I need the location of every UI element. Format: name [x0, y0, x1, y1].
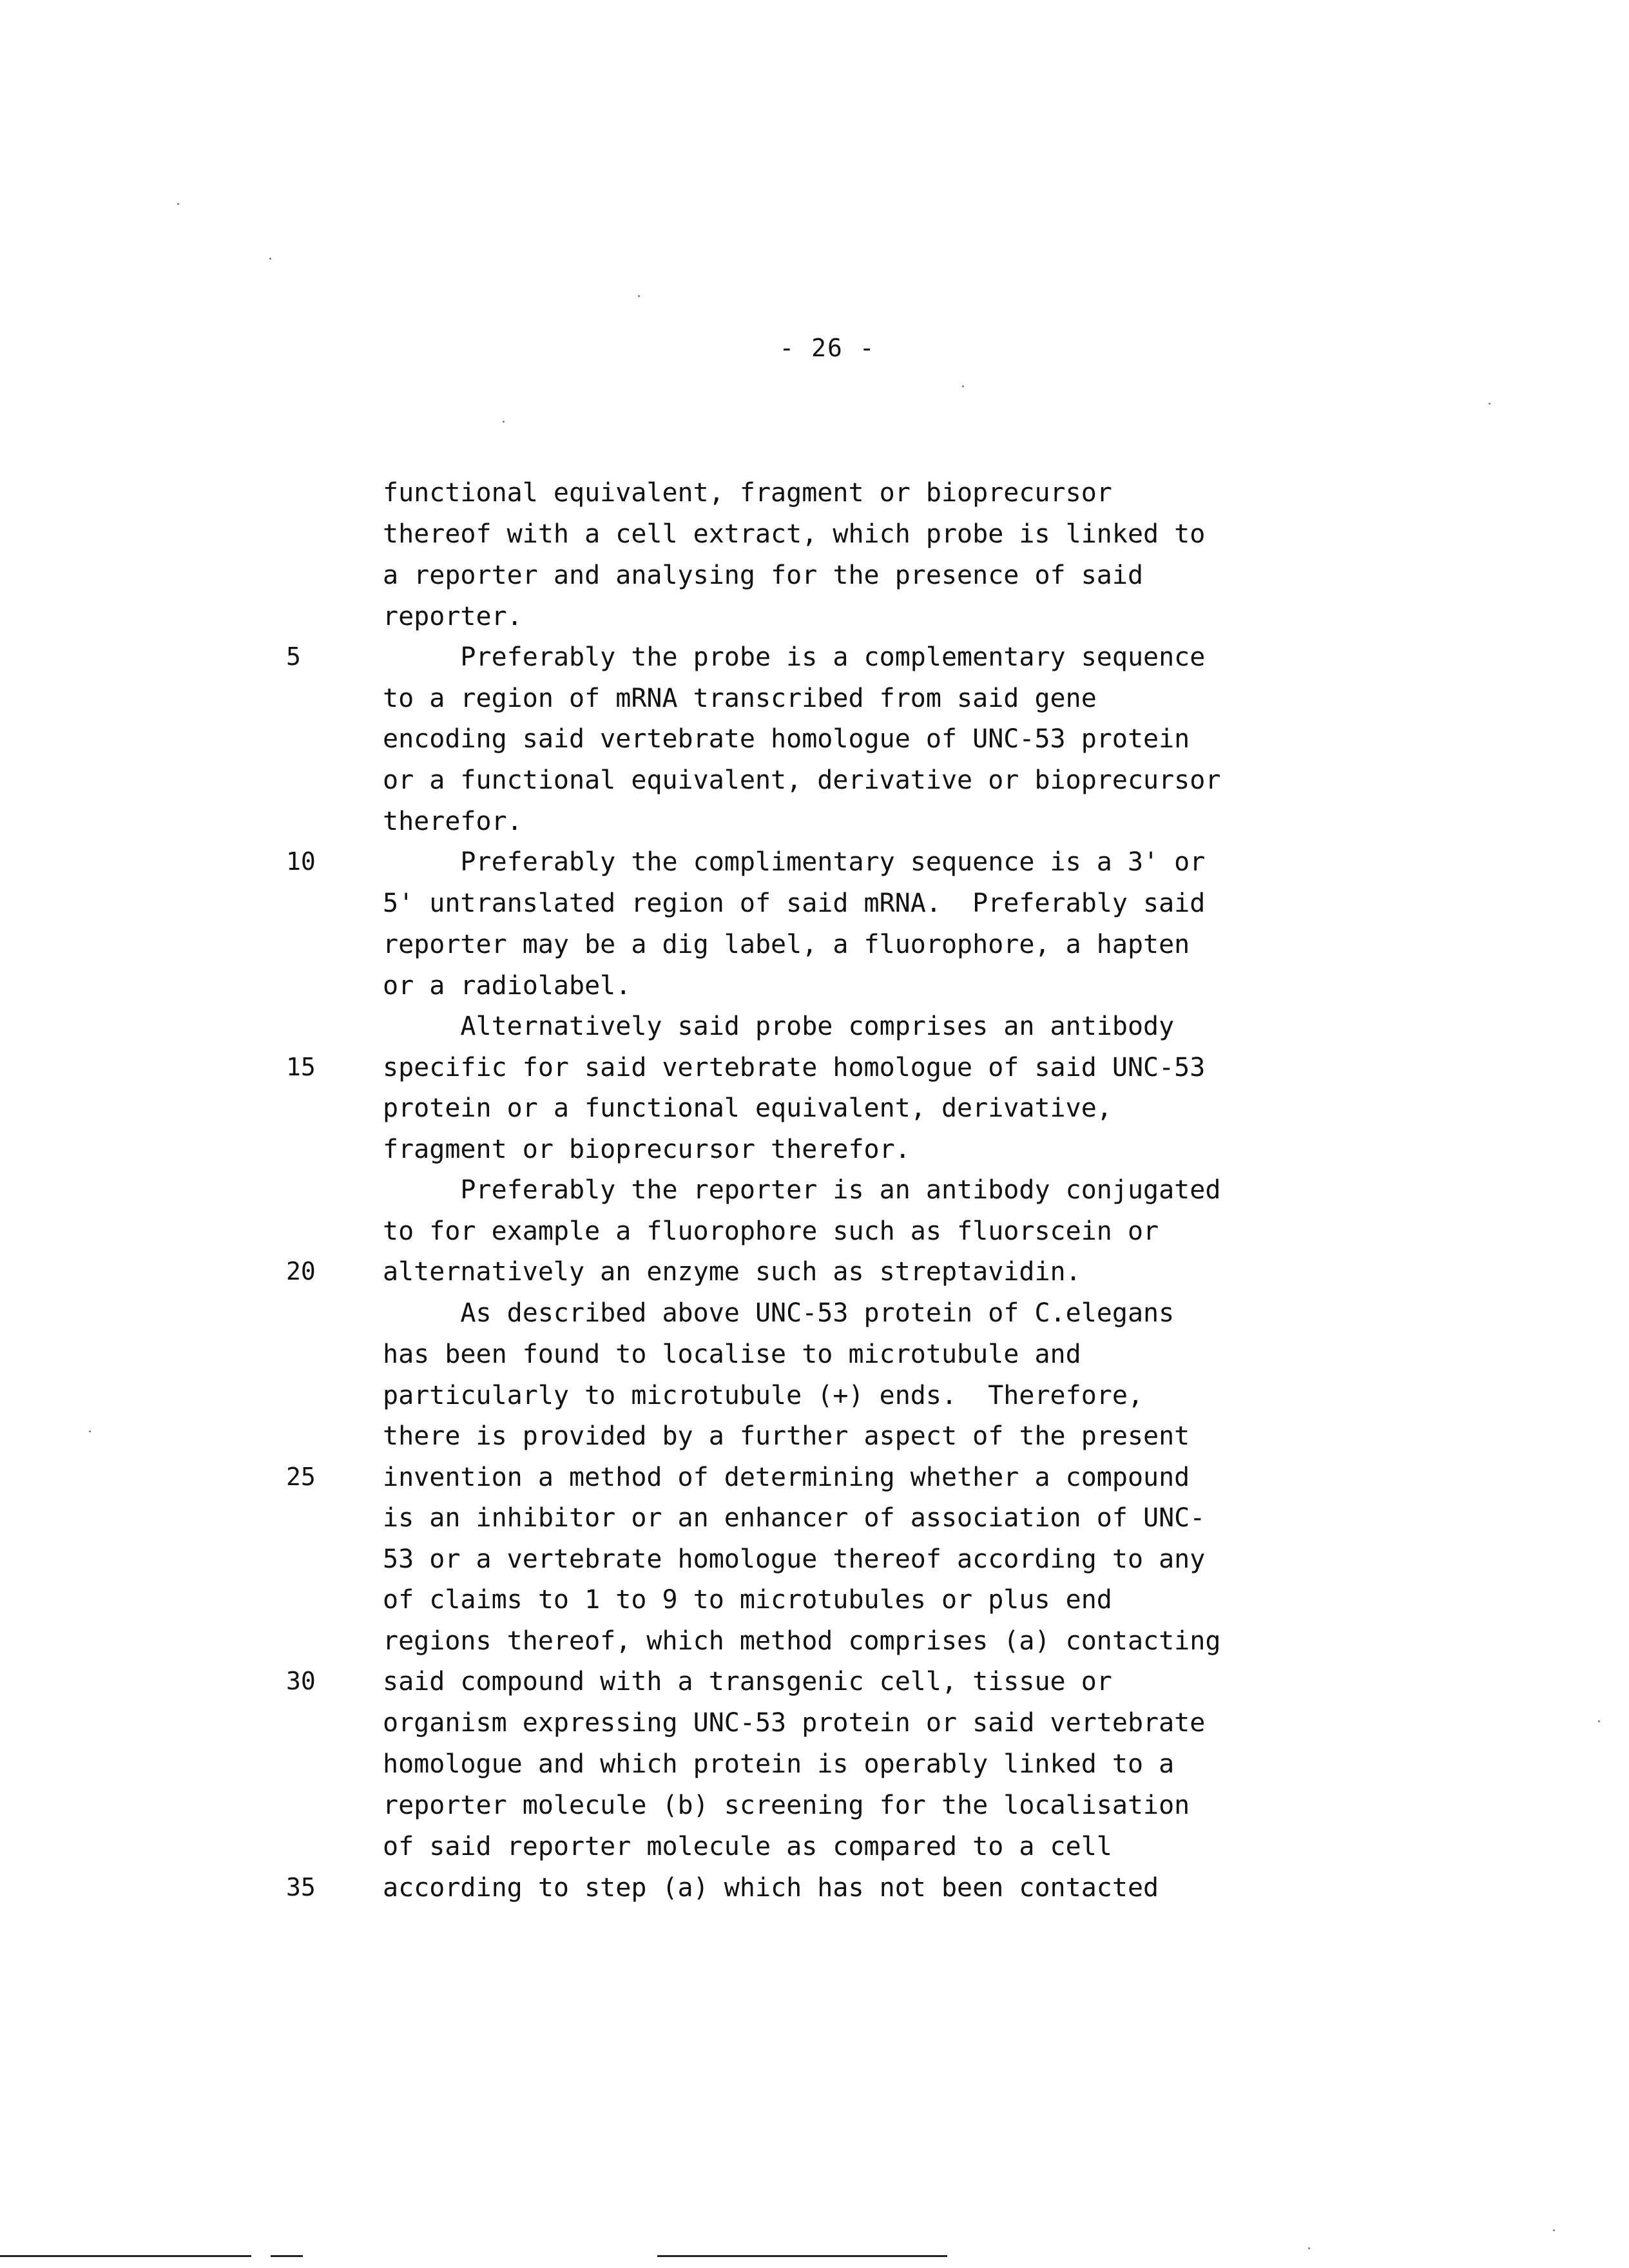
- line-number-35: 35: [286, 1873, 316, 1901]
- text-line: invention a method of determining whether a compound: [383, 1463, 1190, 1492]
- text-line: a reporter and analysing for the presence of said: [383, 561, 1144, 590]
- text-line: of said reporter molecule as compared to a cell: [383, 1832, 1112, 1861]
- text-line: has been found to localise to microtubule and: [383, 1340, 1081, 1369]
- text-line: Preferably the complimentary sequence is a 3' or: [383, 847, 1206, 877]
- scan-speck: [503, 421, 505, 423]
- text-line: fragment or bioprecursor therefor.: [383, 1135, 911, 1164]
- text-line: organism expressing UNC-53 protein or said vertebrate: [383, 1708, 1206, 1738]
- text-line: 5' untranslated region of said mRNA. Preferably said: [383, 889, 1206, 918]
- text-line: Preferably the probe is a complementary sequence: [383, 642, 1206, 672]
- text-line: thereof with a cell extract, which probe is linked to: [383, 519, 1206, 549]
- footer-rule-left: [0, 2255, 251, 2257]
- line-number-20: 20: [286, 1257, 316, 1285]
- scan-speck: [89, 1430, 91, 1432]
- text-line: alternatively an enzyme such as streptavidin.: [383, 1257, 1081, 1287]
- text-line: reporter molecule (b) screening for the localisation: [383, 1791, 1190, 1820]
- text-line: protein or a functional equivalent, derivative,: [383, 1093, 1112, 1123]
- line-number-30: 30: [286, 1667, 316, 1695]
- scan-speck: [269, 258, 271, 260]
- text-line: regions thereof, which method comprises (a) contacting: [383, 1626, 1221, 1656]
- scan-speck: [1598, 1720, 1600, 1722]
- text-line: homologue and which protein is operably linked to a: [383, 1749, 1175, 1779]
- text-line: As described above UNC-53 protein of C.elegans: [383, 1298, 1175, 1328]
- scan-speck: [177, 203, 179, 205]
- text-line: reporter.: [383, 602, 523, 631]
- text-line: encoding said vertebrate homologue of UNC-53 protein: [383, 724, 1190, 754]
- page-number: - 26 -: [779, 334, 876, 362]
- text-line: functional equivalent, fragment or bioprecursor: [383, 478, 1112, 508]
- text-line: or a radiolabel.: [383, 971, 631, 1001]
- text-line: to for example a fluorophore such as fluorscein or: [383, 1216, 1159, 1246]
- text-line: therefor.: [383, 807, 523, 836]
- text-line: according to step (a) which has not been contacted: [383, 1873, 1159, 1903]
- footer-rule-left-short: [271, 2255, 303, 2257]
- text-line: is an inhibitor or an enhancer of association of UNC-: [383, 1503, 1206, 1533]
- line-number-5: 5: [286, 642, 301, 671]
- line-number-25: 25: [286, 1463, 316, 1491]
- text-line: 53 or a vertebrate homologue thereof according to any: [383, 1544, 1206, 1574]
- line-number-15: 15: [286, 1053, 316, 1081]
- text-line: specific for said vertebrate homologue of said UNC-53: [383, 1053, 1206, 1082]
- text-line: reporter may be a dig label, a fluorophore, a hapten: [383, 930, 1190, 959]
- text-line: there is provided by a further aspect of the present: [383, 1421, 1190, 1451]
- scan-speck: [1489, 403, 1490, 405]
- scan-speck: [1308, 2247, 1310, 2249]
- text-line: Alternatively said probe comprises an antibody: [383, 1012, 1175, 1041]
- text-line: to a region of mRNA transcribed from said gene: [383, 684, 1097, 713]
- line-number-10: 10: [286, 847, 316, 876]
- scan-speck: [638, 295, 640, 297]
- footer-rule-center: [657, 2255, 947, 2257]
- text-line: particularly to microtubule (+) ends. Therefore,: [383, 1381, 1144, 1410]
- scan-speck: [1553, 2229, 1555, 2231]
- text-line: Preferably the reporter is an antibody conjugated: [383, 1175, 1221, 1205]
- text-line: or a functional equivalent, derivative or bioprecursor: [383, 765, 1221, 795]
- text-line: said compound with a transgenic cell, tissue or: [383, 1667, 1112, 1696]
- text-line: of claims to 1 to 9 to microtubules or plus end: [383, 1585, 1112, 1615]
- scan-speck: [962, 385, 964, 387]
